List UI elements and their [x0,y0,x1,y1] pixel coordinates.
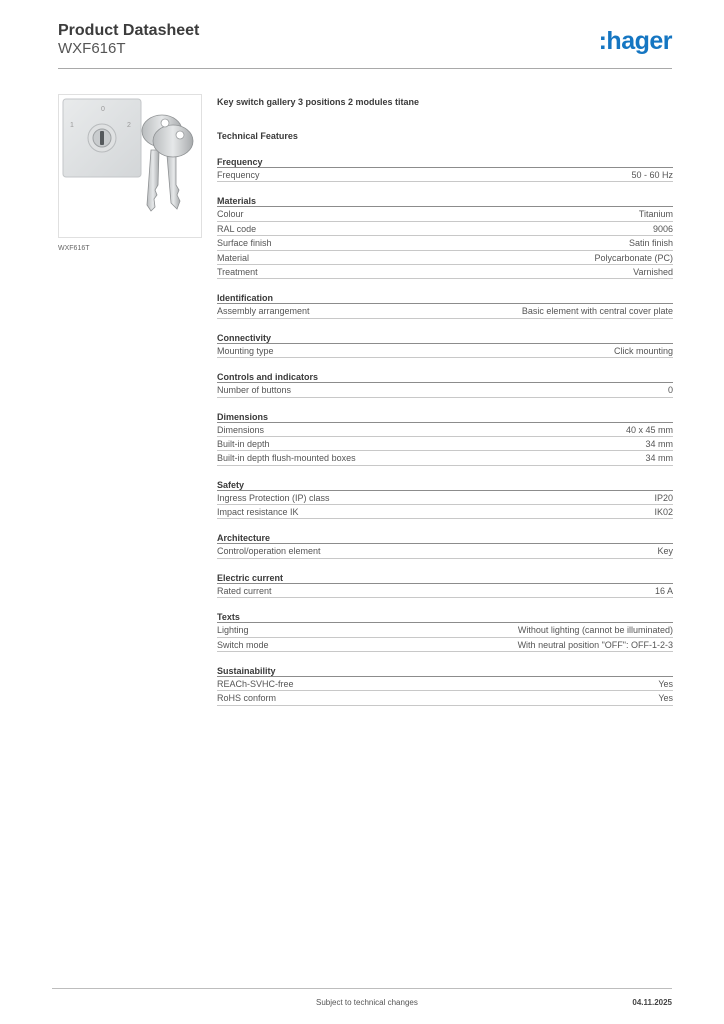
footer-date: 04.11.2025 [632,998,672,1007]
spec-section [217,411,673,466]
spec-section [217,292,673,318]
section-title: Frequency [217,156,673,168]
spec-row [217,423,673,437]
spec-section [217,572,673,598]
logo-text: :hager [598,27,672,55]
section-title: Safety [217,479,673,491]
spec-label: Ingress Protection (IP) class [217,492,330,503]
spec-value: Satin finish [628,238,673,249]
product-image [58,94,202,238]
spec-label: Surface finish [217,238,272,249]
spec-value: Key [657,546,673,557]
spec-row [217,344,673,358]
spec-value: Titanium [638,209,673,220]
position-2-label: 2 [127,122,131,129]
spec-value: 34 mm [645,453,673,464]
spec-row [217,304,673,318]
spec-value: 34 mm [645,438,673,449]
section-title: Sustainability [217,665,673,677]
spec-row [217,437,673,451]
footer-note: Subject to technical changes [316,998,418,1007]
spec-row [217,265,673,279]
position-1-label: 1 [70,122,74,129]
spec-section [217,611,673,652]
header-divider [58,68,672,69]
spec-row [217,236,673,250]
spec-label: Assembly arrangement [217,306,310,317]
spec-value: Without lighting (cannot be illuminated) [517,625,673,636]
section-title: Identification [217,292,673,304]
spec-row [217,584,673,598]
key-slot [100,131,104,145]
spec-row [217,383,673,397]
spec-label: Colour [217,209,244,220]
spec-value: Varnished [633,266,673,277]
spec-label: RoHS conform [217,693,277,704]
spec-label: Material [217,252,250,263]
spec-section [217,479,673,520]
spec-label: RAL code [217,223,257,234]
spec-row [217,505,673,519]
spec-label: Number of buttons [217,385,292,396]
hager-logo [599,26,672,56]
product-reference: WXF616T [58,40,126,57]
image-caption: WXF616T [58,245,90,252]
section-title: Controls and indicators [217,371,673,383]
spec-value: Basic element with central cover plate [521,306,673,317]
spec-row [217,251,673,265]
spec-row [217,491,673,505]
spec-row [217,168,673,182]
key-blade-back [147,150,159,211]
footer-divider [52,988,672,989]
spec-section [217,371,673,397]
page-header [58,22,672,70]
spec-value: Yes [658,679,673,690]
spec-row [217,451,673,465]
spec-row [217,544,673,558]
section-title: Dimensions [217,411,673,423]
key-switch-illustration [59,95,201,237]
spec-value: Polycarbonate (PC) [594,252,673,263]
spec-row [217,638,673,652]
spec-row [217,691,673,705]
spec-section [217,332,673,358]
spec-section [217,532,673,558]
spec-label: Rated current [217,585,272,596]
spec-label: Treatment [217,266,258,277]
key-head-front [153,125,193,157]
section-title: Texts [217,611,673,623]
section-title: Electric current [217,572,673,584]
spec-content [217,96,673,706]
spec-value: 16 A [654,585,673,596]
spec-value: 0 [667,385,673,396]
spec-label: REACh-SVHC-free [217,679,294,690]
spec-value: 9006 [652,223,673,234]
spec-label: Switch mode [217,639,269,650]
spec-value: Click mounting [613,345,673,356]
section-title: Connectivity [217,332,673,344]
spec-label: Built-in depth [217,438,270,449]
spec-label: Control/operation element [217,546,321,557]
position-0-label: 0 [101,106,105,113]
spec-label: Frequency [217,170,260,180]
spec-row [217,222,673,236]
spec-value: Yes [658,693,673,704]
spec-value: 50 - 60 Hz [631,170,673,180]
spec-value: IK02 [654,507,673,518]
spec-value: 40 x 45 mm [625,424,673,435]
page-title: Product Datasheet [58,22,200,39]
spec-label: Impact resistance IK [217,507,299,518]
spec-value: IP20 [654,492,673,503]
spec-sections [217,156,673,706]
spec-section [217,195,673,279]
spec-row [217,623,673,637]
spec-value: With neutral position "OFF": OFF-1-2-3 [517,639,673,650]
section-title: Materials [217,195,673,207]
spec-label: Lighting [217,625,249,636]
spec-label: Dimensions [217,424,265,435]
spec-section [217,665,673,706]
spec-row [217,677,673,691]
spec-section [217,156,673,182]
section-title: Architecture [217,532,673,544]
key-blade-front [167,155,180,209]
spec-row [217,207,673,221]
technical-features-heading: Technical Features [217,131,298,141]
spec-label: Mounting type [217,345,274,356]
spec-label: Built-in depth flush-mounted boxes [217,453,356,464]
product-description: Key switch gallery 3 positions 2 modules titane [217,97,420,107]
